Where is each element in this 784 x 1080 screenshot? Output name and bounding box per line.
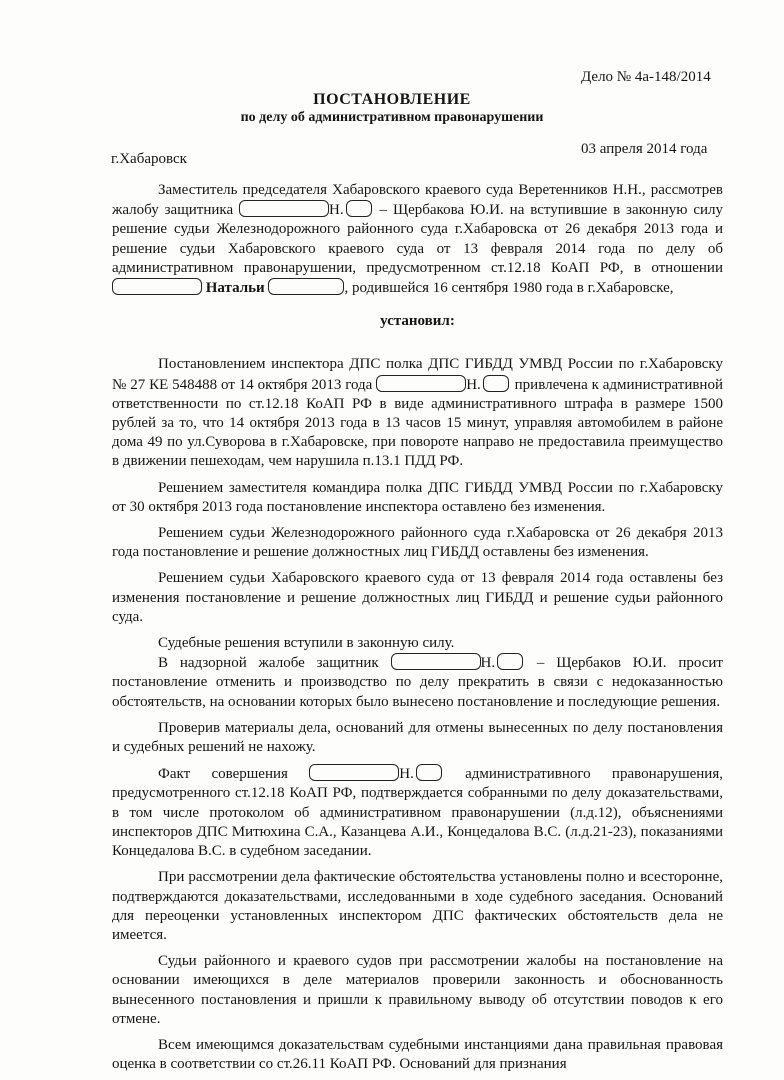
document-title: ПОСТАНОВЛЕНИЕ <box>313 91 471 108</box>
heading-established: установил: <box>380 313 455 330</box>
redaction-box <box>239 200 329 217</box>
paragraph-regional-court: Решением судьи Хабаровского краевого суда от 13 февраля 2014 года оставлены без изменения постановление и решение должностных лиц ГИБДД и решение судьи районного суда. <box>112 570 723 625</box>
redaction-box <box>483 375 509 392</box>
redaction-box <box>416 764 442 781</box>
document-body <box>112 181 723 1074</box>
paragraph-review: Проверив материалы дела, оснований для отмены вынесенных по делу постановления и судебных решений не нахожу. <box>112 719 723 756</box>
document-date: 03 апреля 2014 года <box>581 141 708 157</box>
document-city: г.Хабаровск <box>111 151 187 167</box>
paragraph-intro: Заместитель председателя Хабаровского краевого суда Веретенников Н.Н., рассмотрев жалобу защитника Н. – Щербакова Ю.И. на вступившие в законную силу решение судьи Железнодорожного районного суда г.Хабаровска от 26 декабря 2013 года и решение судьи Хабаровского краевого суда от 13 февраля 2014 года по делу об административном правонарушении, предусмотренном ст.12.18 КоАП РФ, в отношении Натальи , родившейся 16 сентября 1980 года в г.Хабаровске, <box>112 182 724 297</box>
paragraph-judges-review: Судьи районного и краевого судов при рассмотрении жалобы на постановление на основании имеющихся в деле материалов проверили законность и обоснованность вынесенного постановления и пришли к правильному выводу об отсутствии поводов к его отмене. <box>112 953 723 1027</box>
redaction-box <box>268 278 344 295</box>
paragraph-district-court: Решением судьи Железнодорожного районного суда г.Хабаровска от 26 декабря 2013 года постановление и решение должностных лиц ГИБДД оставлены без изменения. <box>112 525 723 561</box>
paragraph-deputy-decision: Решением заместителя командира полка ДПС ГИБДД УМВД России по г.Хабаровску от 30 октября 2013 года постановление инспектора оставлено без изменения. <box>112 479 723 515</box>
redaction-box <box>391 653 481 670</box>
paragraph-ruling: Постановлением инспектора ДПС полка ДПС ГИБДД УМВД России по г.Хабаровску № 27 КЕ 548488 от 14 октября 2013 года Н. привлечена к административной ответственности по ст.12.18 КоАП РФ в виде административного штрафа в размере 1500 рублей за то, что 14 октября 2013 года в 13 часов 15 минут, управляя автомобилем в районе дома 49 по ул.Суворова в г.Хабаровске, при повороте направо не предоставила преимущество в движении пешеходам, чем нарушила п.13.1 ПДД РФ. <box>112 356 723 470</box>
redaction-box <box>309 764 399 781</box>
redaction-box <box>376 375 466 392</box>
paragraph-in-force: Судебные решения вступили в законную силу. <box>158 635 455 652</box>
paragraph-evidence: Всем имеющимся доказательствам судебными инстанциями дана правильная правовая оценка в соответствии со ст.26.11 КоАП РФ. Оснований для признания <box>112 1036 723 1073</box>
paragraph-fact: Факт совершения Н. административного правонарушения, предусмотренного ст.12.18 КоАП РФ, подтверждается собранными по делу доказательствами, в том числе протоколом об административном правонарушении (л.д.12), объяснениями инспекторов ДПС Митюхина С.А., Казанцева А.И., Концедалова В.С. (л.д.21-23), показаниями Концедалова В.С. в судебном заседании. <box>112 766 723 860</box>
document-subtitle: по делу об административном правонарушении <box>240 110 544 125</box>
redaction-box <box>112 278 202 295</box>
paragraph-circumstances: При рассмотрении дела фактические обстоятельства установлены полно и всесторонне, подтверждаются доказательствами, исследованными в ходе судебного заседания. Оснований для переоценки установленных инспектором ДПС фактических обстоятельств дела не имеется. <box>112 869 723 943</box>
redaction-box <box>346 200 372 217</box>
paragraph-complaint: В надзорной жалобе защитник Н. – Щербаков Ю.И. просит постановление отменить и производство по делу прекратить в связи с недоказанностью обстоятельств, на основании которых было вынесено постановление и последующие решения. <box>112 655 723 710</box>
redaction-box <box>497 653 523 670</box>
case-number: Дело № 4а-148/2014 <box>581 69 711 85</box>
